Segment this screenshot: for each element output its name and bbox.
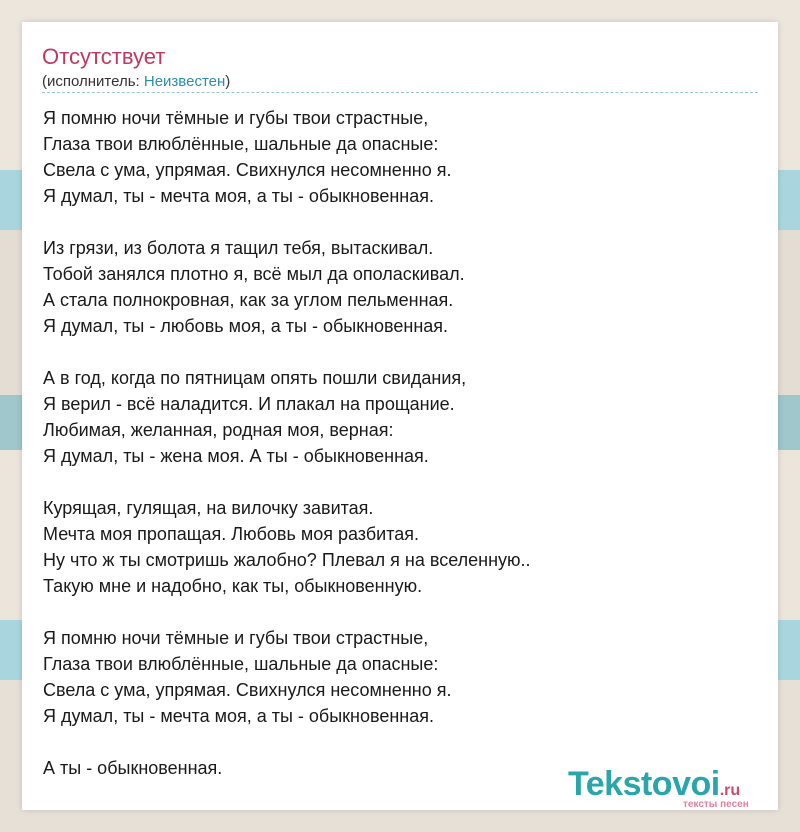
lyrics-line: А стала полнокровная, как за углом пельменная. [43, 290, 454, 310]
lyrics-stanza [43, 235, 759, 339]
lyrics-stanza [43, 365, 759, 469]
artist-line [42, 73, 230, 90]
lyrics-stanza [43, 105, 759, 209]
lyrics-line: Я думал, ты - мечта моя, а ты - обыкновенная. [43, 706, 435, 726]
lyrics-card [22, 22, 778, 810]
artist-prefix: (исполнитель: [42, 73, 144, 90]
artist-suffix: ) [225, 73, 231, 90]
lyrics-line: Я верил - всё наладится. И плакал на прощание. [43, 394, 455, 414]
artist-link[interactable]: Неизвестен [143, 73, 226, 90]
lyrics-line: Глаза твои влюблённые, шальные да опасные: [43, 654, 439, 674]
lyrics-line: Я думал, ты - жена моя. А ты - обыкновенная. [43, 446, 429, 466]
lyrics-line: А в год, когда по пятницам опять пошли свидания, [43, 368, 467, 388]
lyrics-line: Тобой занялся плотно я, всё мыл да ополаскивал. [43, 264, 465, 284]
lyrics-line: Такую мне и надобно, как ты, обыкновенную. [43, 576, 423, 596]
site-logo[interactable] [568, 765, 778, 810]
lyrics-stanza [43, 495, 759, 599]
lyrics-stanza [43, 625, 759, 729]
lyrics-line: Мечта моя пропащая. Любовь моя разбитая. [43, 524, 420, 544]
lyrics-line: Курящая, гулящая, на вилочку завитая. [43, 498, 374, 518]
lyrics-line: Свела с ума, упрямая. Свихнулся несомненно я. [43, 160, 452, 180]
lyrics-line: Любимая, желанная, родная моя, верная: [43, 420, 394, 440]
lyrics-text [43, 105, 759, 807]
song-title: Отсутствует [42, 44, 166, 69]
lyrics-line: Из грязи, из болота я тащил тебя, вытаскивал. [43, 238, 434, 258]
lyrics-line: Я помню ночи тёмные и губы твои страстные, [43, 628, 429, 648]
lyrics-line: Я думал, ты - любовь моя, а ты - обыкновенная. [43, 316, 449, 336]
lyrics-line: Я думал, ты - мечта моя, а ты - обыкновенная. [43, 186, 435, 206]
lyrics-line: Ну что ж ты смотришь жалобно? Плевал я на вселенную.. [43, 550, 531, 570]
lyrics-line: Глаза твои влюблённые, шальные да опасные: [43, 134, 439, 154]
lyrics-line: Свела с ума, упрямая. Свихнулся несомненно я. [43, 680, 452, 700]
lyrics-line: А ты - обыкновенная. [43, 758, 223, 778]
logo-main-text: Tekstovoi [568, 765, 720, 803]
logo-tld: .ru [719, 782, 741, 799]
lyrics-line: Я помню ночи тёмные и губы твои страстные, [43, 108, 429, 128]
title-divider [42, 92, 758, 93]
logo-tagline: тексты песен [683, 799, 749, 810]
